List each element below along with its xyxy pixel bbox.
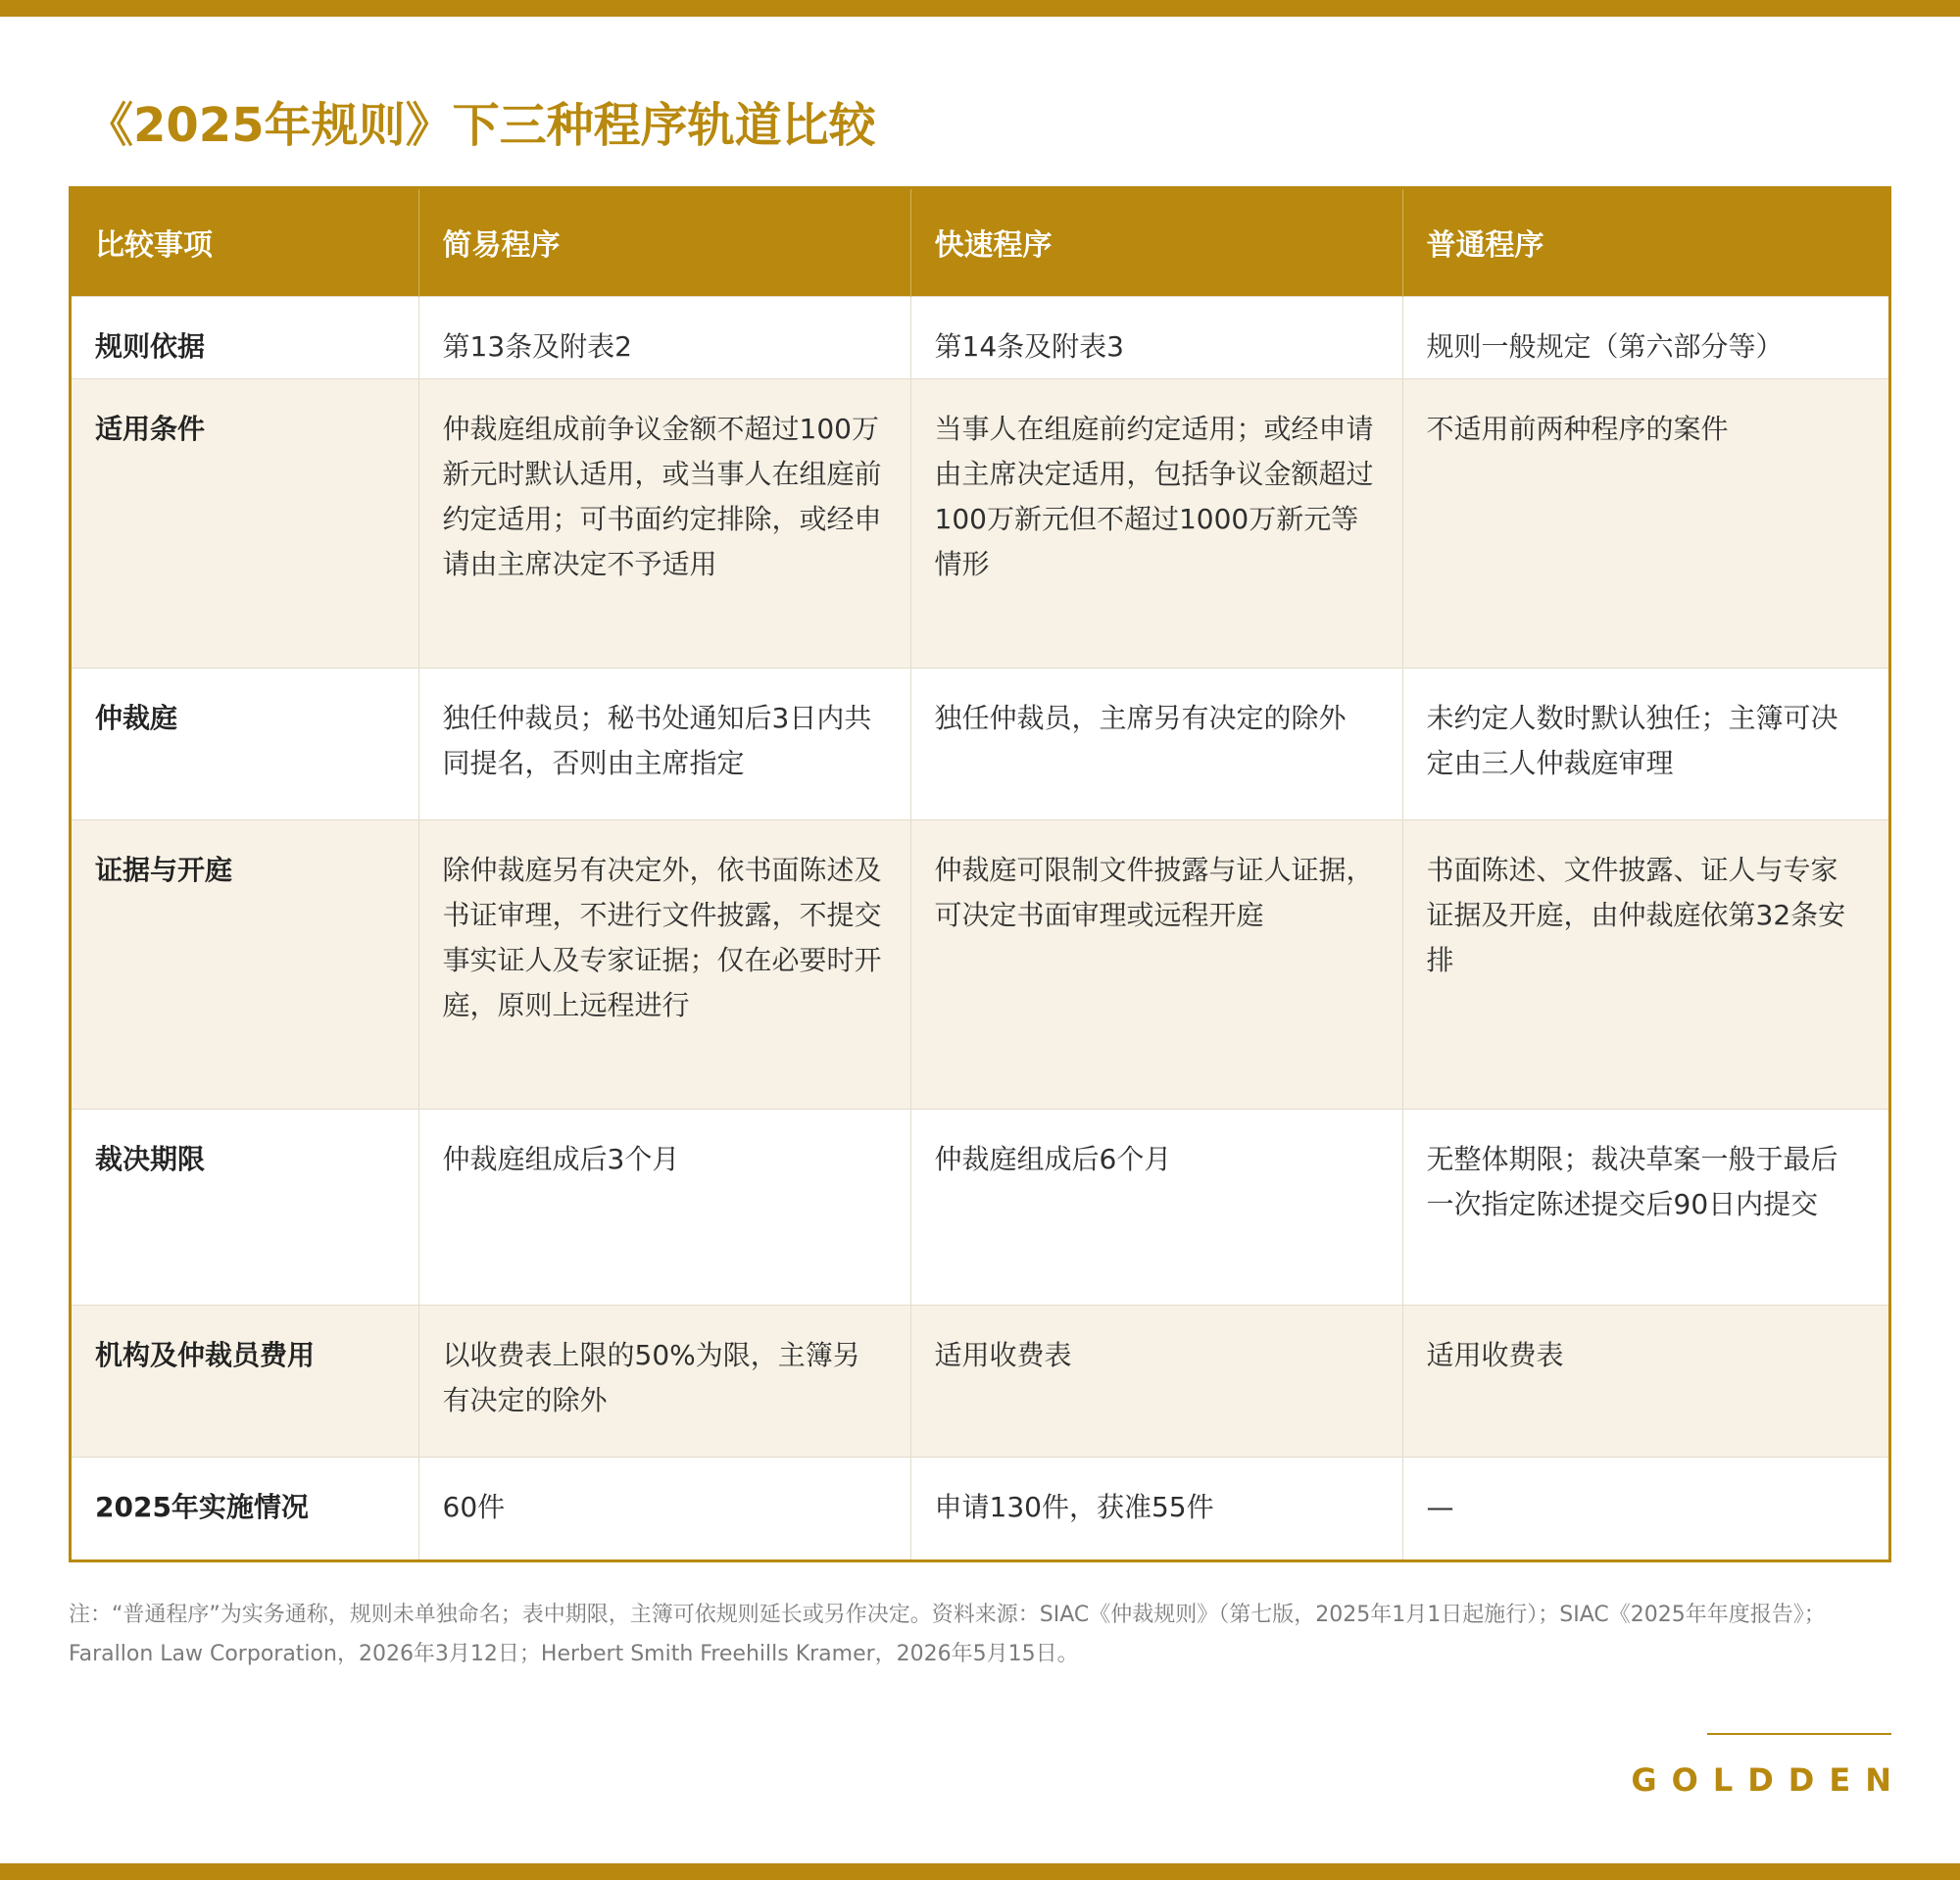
table-cell: 未约定人数时默认独任；主簿可决定由三人仲裁庭审理: [1402, 668, 1888, 819]
table-cell: 第13条及附表2: [418, 296, 910, 378]
header-simplified-procedure: 简易程序: [418, 189, 910, 296]
header-standard-procedure: 普通程序: [1402, 189, 1888, 296]
table-cell: 申请130件，获准55件: [910, 1457, 1402, 1559]
table-cell: 规则一般规定（第六部分等）: [1402, 296, 1888, 378]
source-note: 注：“普通程序”为实务通称，规则未单独命名；表中期限，主簿可依规则延长或另作决定。资料来源：SIAC《仲裁规则》（第七版，2025年1月1日起施行）；SIAC《2025年年度报告》；Farallon Law Corporation，2026年3月12日；Herbert Smith Freehills Kramer，2026年5月15日。: [69, 1603, 1826, 1666]
table-cell: 60件: [418, 1457, 910, 1559]
row-label: 裁决期限: [72, 1110, 418, 1306]
row-label: 机构及仲裁员费用: [72, 1306, 418, 1457]
table-cell: 不适用前两种程序的案件: [1402, 378, 1888, 668]
header-expedited-procedure: 快速程序: [910, 189, 1402, 296]
table-cell: 仲裁庭组成前争议金额不超过100万新元时默认适用，或当事人在组庭前约定适用；可书面约定排除，或经申请由主席决定不予适用: [418, 378, 910, 668]
table-cell: 第14条及附表3: [910, 296, 1402, 378]
table-cell: 独任仲裁员，主席另有决定的除外: [910, 668, 1402, 819]
comparison-table: [69, 186, 1891, 1562]
table-cell: 当事人在组庭前约定适用；或经申请由主席决定适用，包括争议金额超过100万新元但不超过1000万新元等情形: [910, 378, 1402, 668]
table-row: [72, 296, 1888, 378]
table-row: [72, 819, 1888, 1110]
table-row: [72, 1457, 1888, 1559]
table-cell: —: [1402, 1457, 1888, 1559]
table-cell: 书面陈述、文件披露、证人与专家证据及开庭，由仲裁庭依第32条安排: [1402, 819, 1888, 1110]
table-cell: 以收费表上限的50%为限，主簿另有决定的除外: [418, 1306, 910, 1457]
table-row: [72, 668, 1888, 819]
top-accent-bar: [0, 0, 1960, 17]
table-cell: 除仲裁庭另有决定外，依书面陈述及书证审理，不进行文件披露，不提交事实证人及专家证据；仅在必要时开庭，原则上远程进行: [418, 819, 910, 1110]
row-label: 规则依据: [72, 296, 418, 378]
table-cell: 独任仲裁员；秘书处通知后3日内共同提名，否则由主席指定: [418, 668, 910, 819]
comparison-table-grid: [72, 189, 1888, 1559]
table-header-row: [72, 189, 1888, 296]
page-title: 《2025年规则》下三种程序轨道比较: [86, 98, 876, 153]
brand-divider: [1707, 1733, 1891, 1735]
row-label: 仲裁庭: [72, 668, 418, 819]
table-row: [72, 1110, 1888, 1306]
table-cell: 无整体期限；裁决草案一般于最后一次指定陈述提交后90日内提交: [1402, 1110, 1888, 1306]
header-compare-item: 比较事项: [72, 189, 418, 296]
row-label: 适用条件: [72, 378, 418, 668]
row-label: 2025年实施情况: [72, 1457, 418, 1559]
bottom-accent-bar: [0, 1863, 1960, 1880]
table-cell: 适用收费表: [910, 1306, 1402, 1457]
table-cell: 仲裁庭组成后6个月: [910, 1110, 1402, 1306]
brand-logo: GOLDDEN: [1631, 1761, 1906, 1799]
table-row: [72, 378, 1888, 668]
table-cell: 仲裁庭可限制文件披露与证人证据，可决定书面审理或远程开庭: [910, 819, 1402, 1110]
table-cell: 适用收费表: [1402, 1306, 1888, 1457]
table-row: [72, 1306, 1888, 1457]
row-label: 证据与开庭: [72, 819, 418, 1110]
table-cell: 仲裁庭组成后3个月: [418, 1110, 910, 1306]
